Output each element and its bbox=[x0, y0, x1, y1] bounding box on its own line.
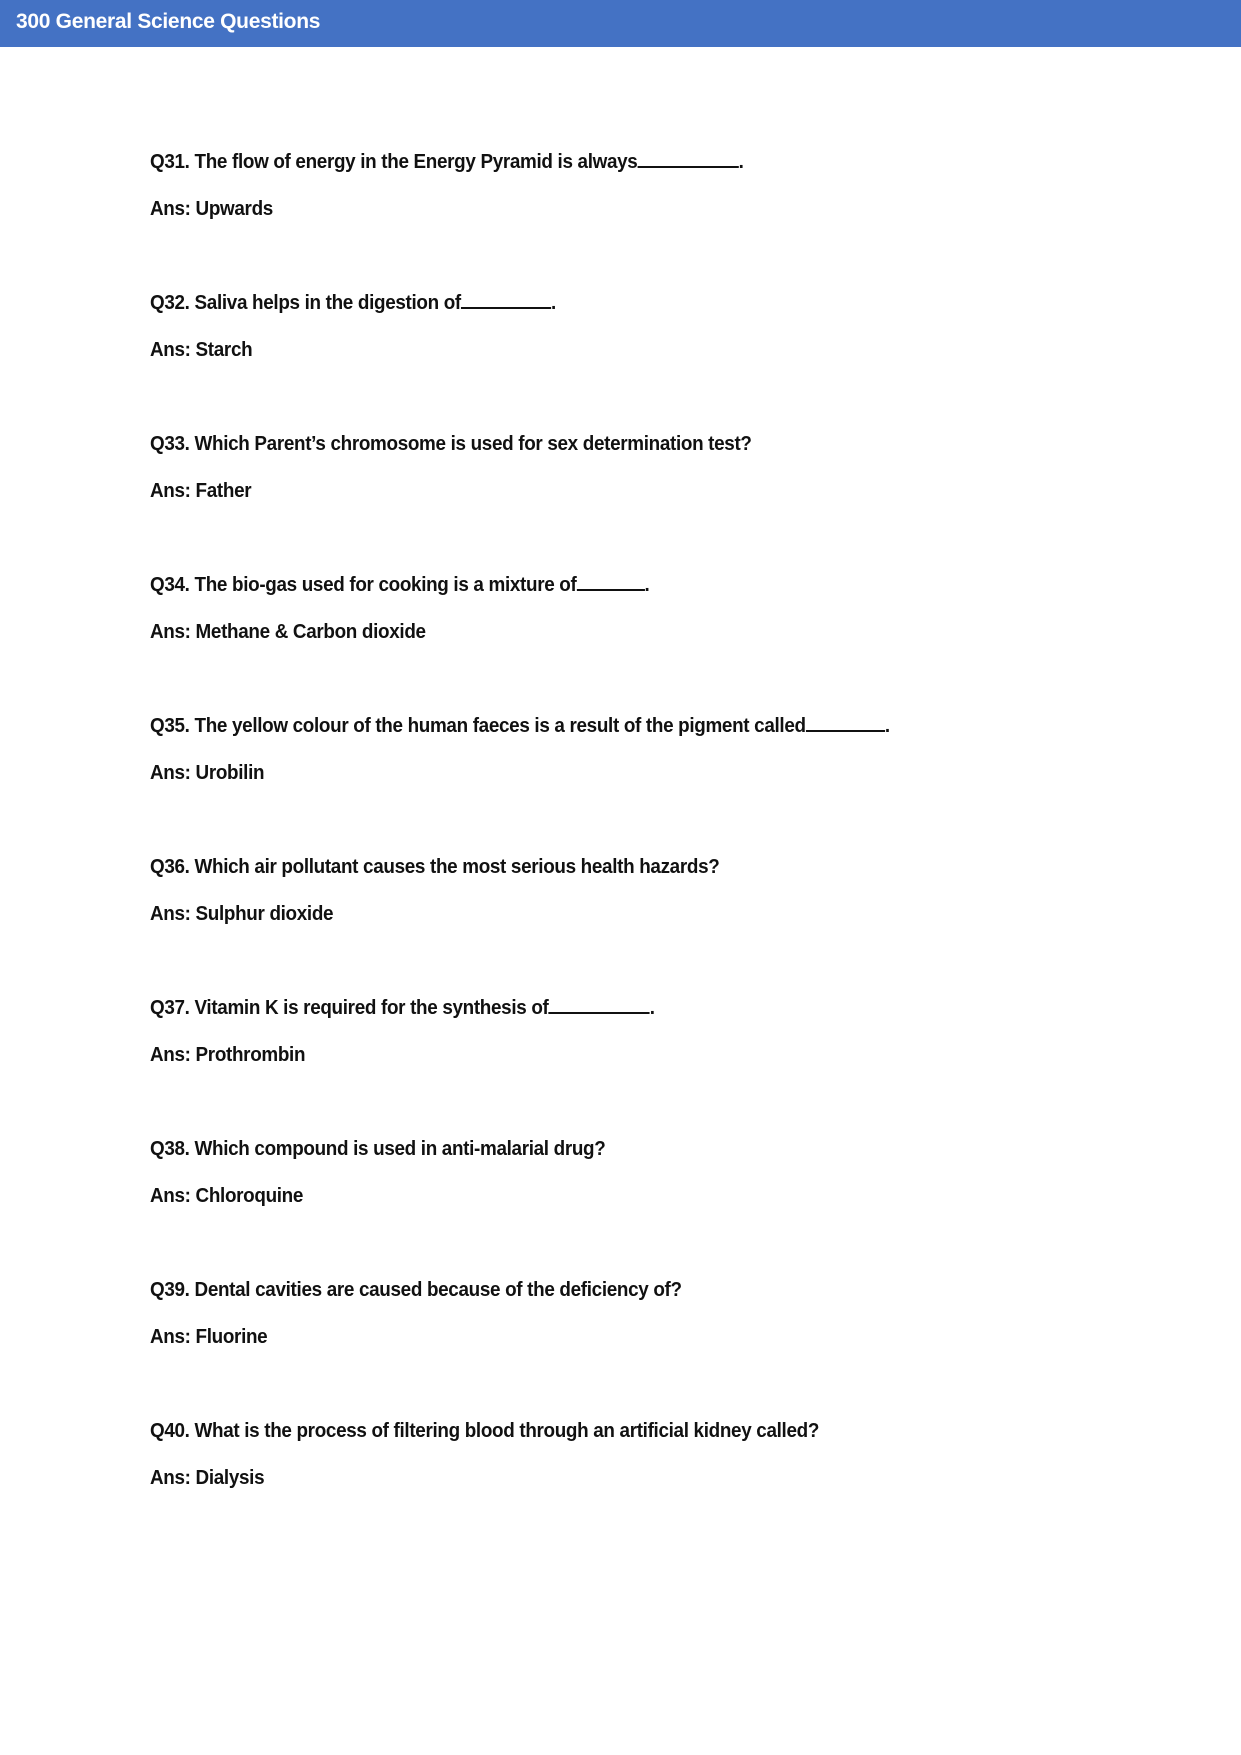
question-item bbox=[150, 1137, 1150, 1208]
question-item bbox=[150, 291, 1150, 362]
question-item bbox=[150, 1278, 1150, 1349]
question-item bbox=[150, 573, 1150, 644]
question-text: Q32. Saliva helps in the digestion of . bbox=[150, 291, 556, 314]
question-text: Q36. Which air pollutant causes the most serious health hazards? bbox=[150, 855, 720, 878]
question-text: Q38. Which compound is used in anti-malarial drug? bbox=[150, 1137, 606, 1160]
question-item bbox=[150, 1419, 1150, 1490]
question-text: Q34. The bio-gas used for cooking is a mixture of . bbox=[150, 573, 650, 596]
answer-blank bbox=[806, 729, 885, 732]
question-item bbox=[150, 996, 1150, 1067]
answer-blank bbox=[549, 1011, 650, 1014]
page-header bbox=[0, 0, 1241, 47]
question-text: Q35. The yellow colour of the human faeces is a result of the pigment called . bbox=[150, 714, 890, 737]
answer-text: Ans: Urobilin bbox=[150, 761, 265, 784]
answer-blank bbox=[461, 306, 551, 309]
question-text: Q31. The flow of energy in the Energy Pyramid is always . bbox=[150, 150, 744, 173]
answer-text: Ans: Father bbox=[150, 479, 252, 502]
answer-text: Ans: Prothrombin bbox=[150, 1043, 306, 1066]
document-title: 300 General Science Questions bbox=[16, 10, 321, 33]
question-item bbox=[150, 714, 1150, 785]
answer-text: Ans: Dialysis bbox=[150, 1466, 265, 1489]
question-item bbox=[150, 855, 1150, 926]
answer-text: Ans: Fluorine bbox=[150, 1325, 268, 1348]
answer-text: Ans: Upwards bbox=[150, 197, 273, 220]
answer-text: Ans: Chloroquine bbox=[150, 1184, 304, 1207]
answer-blank bbox=[637, 165, 738, 168]
question-text: Q40. What is the process of filtering blood through an artificial kidney called? bbox=[150, 1419, 820, 1442]
question-item bbox=[150, 432, 1150, 503]
answer-blank bbox=[576, 588, 644, 591]
question-item bbox=[150, 150, 1150, 221]
answer-text: Ans: Methane & Carbon dioxide bbox=[150, 620, 426, 643]
question-text: Q39. Dental cavities are caused because of the deficiency of? bbox=[150, 1278, 682, 1301]
answer-text: Ans: Sulphur dioxide bbox=[150, 902, 334, 925]
question-text: Q37. Vitamin K is required for the synthesis of . bbox=[150, 996, 655, 1019]
answer-text: Ans: Starch bbox=[150, 338, 253, 361]
question-text: Q33. Which Parent’s chromosome is used for sex determination test? bbox=[150, 432, 752, 455]
